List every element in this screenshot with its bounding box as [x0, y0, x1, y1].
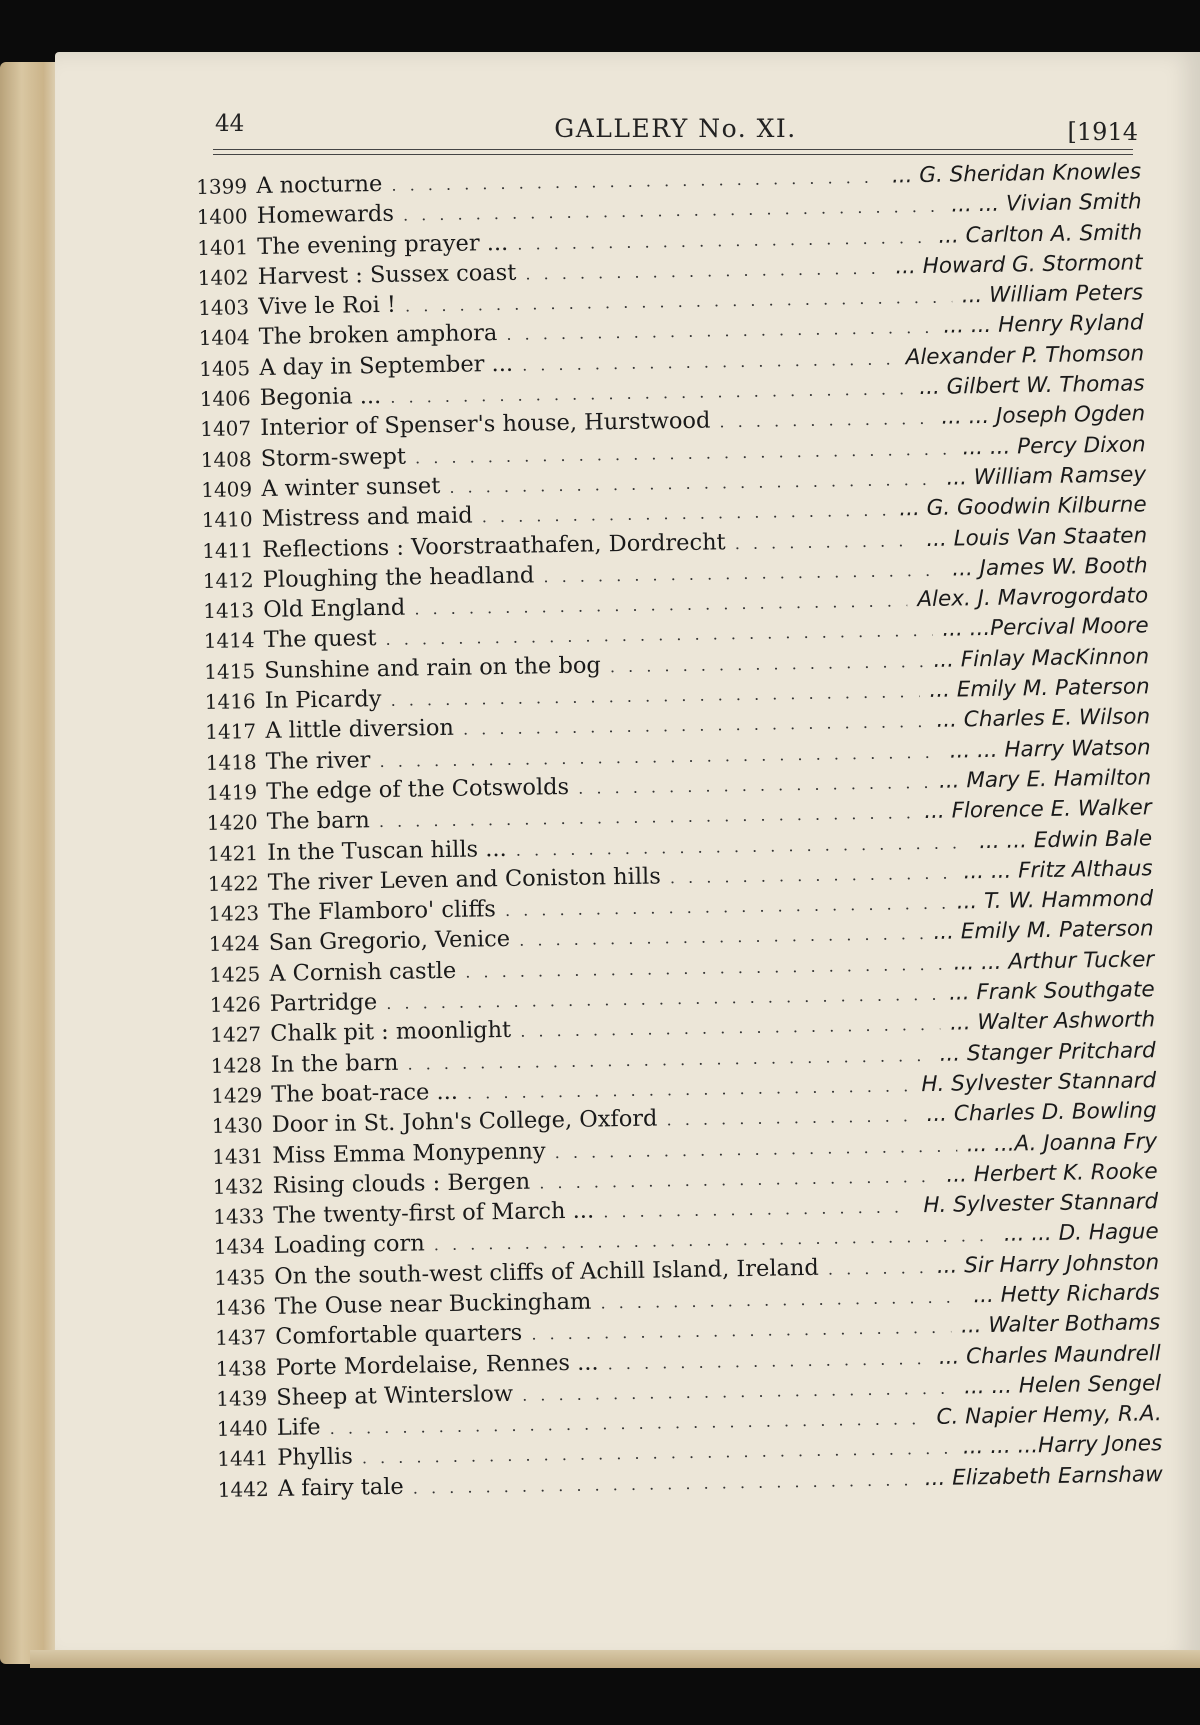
entry-artist: ... ... Arthur Tucker — [953, 946, 1155, 976]
entry-number: 1434 — [213, 1234, 265, 1260]
entry-number: 1439 — [216, 1385, 268, 1411]
entry-title: Mistress and maid . . . — [262, 496, 890, 532]
entry-title: Door in St. John's College, Oxford . . . — [272, 1101, 917, 1138]
entry-title: The edge of the Cotswolds . . . — [266, 768, 929, 805]
entry-artist: ... Emily M. Paterson — [929, 674, 1150, 703]
entry-artist: ... Elizabeth Earnshaw — [924, 1461, 1163, 1491]
entry-title: Begonia ... . . . — [260, 374, 910, 411]
entry-artist: ... G. Sheridan Knowles — [891, 159, 1142, 189]
entry-title: The boat-race ... . . . — [271, 1071, 911, 1108]
entry-title: Reflections : Voorstraathafen, Dordrecht . . . — [262, 526, 917, 563]
entry-title: The quest . . . — [264, 616, 933, 653]
entry-number: 1441 — [217, 1446, 269, 1472]
entry-title: Rising clouds : Bergen . . . — [273, 1162, 937, 1199]
entry-number: 1415 — [204, 658, 256, 684]
entry-artist: ... Sir Harry Johnston — [936, 1249, 1160, 1279]
entry-title: The broken amphora . . . — [259, 313, 934, 350]
entry-number: 1433 — [213, 1204, 265, 1229]
entry-title: Ploughing the headland . . . — [263, 556, 943, 593]
entry-number: 1405 — [199, 355, 251, 381]
entry-artist: Alex. J. Mavrogordato — [917, 583, 1149, 613]
entry-artist: ... T. W. Hammond — [956, 886, 1154, 915]
entry-artist: ... Emily M. Paterson — [933, 916, 1154, 946]
entry-number: 1420 — [206, 810, 258, 836]
entry-number: 1425 — [209, 961, 261, 987]
entry-number: 1406 — [199, 386, 251, 412]
entry-artist: ... ... Henry Ryland — [943, 310, 1144, 340]
book-bottom-edge — [30, 1650, 1200, 1668]
entry-number: 1417 — [205, 719, 257, 745]
entry-artist: ... Florence E. Walker — [924, 795, 1152, 825]
entry-artist: ... William Ramsey — [946, 462, 1147, 491]
entry-title: Life . . . — [277, 1404, 927, 1441]
entry-number: 1419 — [206, 780, 258, 805]
entry-artist: ... James W. Booth — [952, 553, 1148, 582]
entry-title: The Ouse near Buckingham . . . — [275, 1282, 964, 1319]
entry-title: Harvest : Sussex coast . . . — [257, 253, 885, 289]
entry-title: Interior of Spenser's house, Hurstwood . . . — [260, 404, 932, 441]
entry-artist: H. Sylvester Stannard — [923, 1189, 1159, 1219]
entry-artist: ... ... Edwin Bale — [978, 825, 1153, 854]
entry-artist: ... G. Goodwin Kilburne — [899, 492, 1147, 522]
entry-title: Comfortable quarters . . . — [275, 1313, 951, 1350]
entry-title: The river Leven and Coniston hills . . . — [268, 858, 954, 895]
entry-artist: ... Herbert K. Rooke — [946, 1158, 1158, 1188]
entry-title: A fairy tale . . . — [278, 1465, 915, 1502]
entry-number: 1414 — [203, 628, 255, 654]
entry-artist: ... Walter Ashworth — [949, 1007, 1156, 1036]
entry-title: Porte Mordelaise, Rennes ... . . . — [276, 1344, 929, 1381]
entry-number: 1431 — [212, 1143, 264, 1169]
entry-title: Miss Emma Monypenny . . . — [272, 1131, 957, 1168]
entry-number: 1399 — [196, 174, 248, 199]
entry-artist: ... Howard G. Stormont — [895, 250, 1143, 280]
entry-number: 1422 — [207, 870, 259, 896]
entry-number: 1400 — [196, 204, 248, 230]
entry-number: 1407 — [200, 416, 252, 442]
entry-artist: ... William Peters — [961, 280, 1144, 309]
catalogue-year: [1914 — [1067, 118, 1138, 146]
entry-number: 1442 — [217, 1476, 269, 1502]
entry-title: San Gregorio, Venice . . . — [269, 919, 924, 956]
entry-title: Homewards . . . — [256, 192, 941, 229]
entry-number: 1418 — [205, 749, 257, 775]
entry-number: 1430 — [211, 1113, 263, 1139]
entry-title: Vive le Roi ! . . . — [258, 283, 952, 320]
page-header — [213, 108, 1138, 152]
entry-number: 1428 — [210, 1052, 262, 1078]
entry-artist: ... ... Joseph Ogden — [941, 401, 1146, 431]
entry-title: In Picardy . . . — [265, 677, 920, 714]
entry-number: 1411 — [202, 537, 254, 563]
entry-artist: ... Charles E. Wilson — [936, 704, 1151, 734]
entry-title: A day in September ... . . . — [259, 344, 896, 381]
entry-artist: ... ... Fritz Althaus — [963, 856, 1153, 885]
entry-artist: H. Sylvester Stannard — [921, 1068, 1157, 1098]
entry-artist: ... Louis Van Staaten — [926, 522, 1148, 552]
page-number: 44 — [215, 111, 245, 137]
entry-artist: ... ... D. Hague — [1003, 1219, 1159, 1248]
entry-artist: ... ... Harry Watson — [949, 734, 1151, 764]
entry-number: 1435 — [214, 1264, 266, 1290]
entry-artist: ... Charles D. Bowling — [926, 1098, 1157, 1128]
entry-title: In the Tuscan hills ... . . . — [267, 828, 969, 866]
catalogue-list — [196, 158, 1163, 1507]
entry-title: Sunshine and rain on the bog . . . — [264, 647, 924, 684]
entry-title: Sheep at Winterslow . . . — [276, 1373, 954, 1410]
entry-number: 1401 — [197, 234, 249, 260]
entry-artist: ... Mary E. Hamilton — [938, 765, 1152, 794]
entry-artist: ... ... Helen Sengel — [963, 1371, 1162, 1400]
entry-artist: ... Gilbert W. Thomas — [919, 371, 1145, 401]
gallery-title: GALLERY No. XI. — [554, 114, 797, 143]
entry-title: On the south-west cliffs of Achill Island, Ireland . . . — [274, 1253, 927, 1290]
entry-title: Partridge . . . — [270, 980, 940, 1017]
entry-number: 1438 — [215, 1355, 267, 1381]
entry-number: 1421 — [207, 840, 259, 866]
entry-artist: Alexander P. Thomson — [905, 341, 1145, 371]
entry-number: 1429 — [211, 1082, 263, 1108]
entry-title: In the barn . . . — [271, 1041, 930, 1078]
entry-number: 1426 — [209, 992, 261, 1017]
entry-title: A Cornish castle . . . — [269, 949, 944, 986]
header-rule — [213, 149, 1133, 155]
book-page-edge — [0, 62, 62, 1664]
entry-title: The Flamboro' cliffs . . . — [268, 889, 947, 926]
entry-number: 1403 — [198, 295, 250, 321]
entry-title: Old England . . . — [263, 586, 908, 623]
entry-artist: ... ...Percival Moore — [942, 613, 1149, 643]
entry-title: The river . . . — [266, 737, 940, 774]
entry-title: Chalk pit : moonlight . . . — [270, 1010, 940, 1047]
entry-number: 1424 — [208, 931, 260, 957]
entry-number: 1423 — [208, 901, 260, 927]
entry-artist: ... Hetty Richards — [973, 1280, 1160, 1309]
entry-artist: ... ... Percy Dixon — [962, 431, 1146, 460]
entry-number: 1436 — [214, 1294, 266, 1320]
entry-number: 1416 — [204, 689, 256, 714]
entry-number: 1427 — [210, 1022, 262, 1048]
entry-artist: ... Stanger Pritchard — [939, 1037, 1156, 1067]
entry-number: 1404 — [198, 325, 250, 351]
entry-number: 1402 — [197, 265, 249, 290]
entry-title: The twenty-first of March ... . . . — [273, 1192, 913, 1229]
entry-artist: ... ... Vivian Smith — [951, 189, 1142, 218]
entry-title: A little diversion . . . — [265, 707, 927, 744]
entry-title: The barn . . . — [267, 798, 915, 835]
entry-artist: ... Finlay MacKinnon — [933, 644, 1150, 673]
entry-artist: ... Frank Southgate — [948, 977, 1155, 1006]
entry-number: 1409 — [201, 477, 253, 502]
entry-title: The evening prayer ... . . . — [257, 222, 929, 259]
entry-artist: ... Charles Maundrell — [938, 1340, 1161, 1370]
entry-title: A winter sunset . . . — [261, 465, 937, 502]
entry-artist: ... Walter Bothams — [960, 1310, 1161, 1339]
entry-title: A nocturne . . . — [256, 163, 882, 199]
entry-number: 1413 — [203, 598, 255, 624]
entry-number: 1412 — [202, 567, 254, 593]
entry-number: 1408 — [200, 446, 252, 472]
entry-artist: ... Carlton A. Smith — [938, 219, 1143, 249]
entry-artist: ... ...A. Joanna Fry — [966, 1128, 1158, 1157]
entry-title: Loading corn . . . — [274, 1221, 995, 1259]
entry-number: 1410 — [201, 507, 253, 533]
entry-title: Storm-swept . . . — [261, 434, 953, 471]
entry-title: Phyllis . . . — [277, 1434, 953, 1471]
entry-number: 1432 — [212, 1173, 264, 1199]
entry-artist: C. Napier Hemy, R.A. — [936, 1401, 1162, 1431]
entry-number: 1437 — [215, 1325, 267, 1351]
entry-number: 1440 — [216, 1416, 268, 1441]
entry-artist: ... ... ...Harry Jones — [962, 1431, 1163, 1460]
